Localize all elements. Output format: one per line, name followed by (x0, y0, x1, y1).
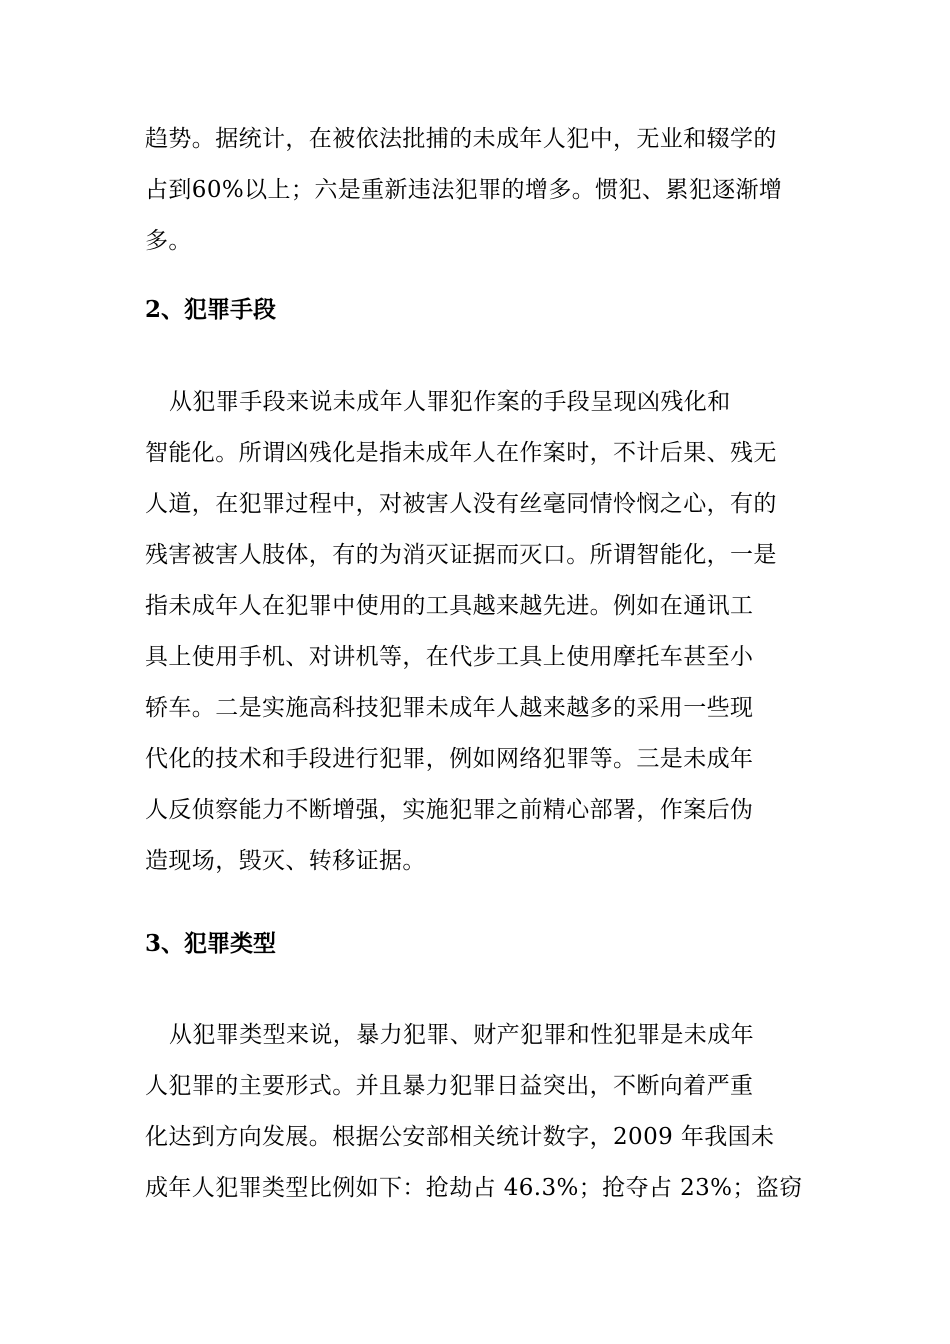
text-line: 人道，在犯罪过程中，对被害人没有丝毫同情怜悯之心，有的 (145, 491, 777, 517)
text-line: 具上使用手机、对讲机等，在代步工具上使用摩托车甚至小 (145, 644, 754, 670)
text-line: 代化的技术和手段进行犯罪，例如网络犯罪等。三是未成年 (145, 746, 754, 772)
text-line: 从犯罪类型来说，暴力犯罪、财产犯罪和性犯罪是未成年 (169, 1022, 754, 1048)
text-line: 指未成年人在犯罪中使用的工具越来越先进。例如在通讯工 (145, 593, 754, 619)
section-heading-2: 2、犯罪手段 (145, 296, 277, 323)
text-line: 从犯罪手段来说未成年人罪犯作案的手段呈现凶残化和 (169, 389, 731, 415)
text-line: 人犯罪的主要形式。并且暴力犯罪日益突出，不断向着严重 (145, 1073, 754, 1099)
text-line: 趋势。据统计，在被依法批捕的未成年人犯中，无业和辍学的 (145, 126, 777, 152)
section-heading-3: 3、犯罪类型 (145, 930, 277, 957)
text-line: 成年人犯罪类型比例如下：抢劫占 46.3%；抢夺占 23%；盗窃 (145, 1175, 803, 1201)
text-line: 残害被害人肢体，有的为消灭证据而灭口。所谓智能化，一是 (145, 542, 777, 568)
text-line: 轿车。二是实施高科技犯罪未成年人越来越多的采用一些现 (145, 695, 754, 721)
paragraph-crime-methods (145, 377, 815, 887)
text-line: 多。 (145, 228, 192, 254)
text-line: 造现场，毁灭、转移证据。 (145, 848, 426, 874)
paragraph-continuation (145, 114, 815, 267)
paragraph-crime-types (145, 1010, 815, 1214)
text-line: 占到60%以上；六是重新违法犯罪的增多。惯犯、累犯逐渐增 (145, 177, 783, 203)
text-line: 化达到方向发展。根据公安部相关统计数字，2009 年我国未 (145, 1124, 775, 1150)
text-line: 智能化。所谓凶残化是指未成年人在作案时，不计后果、残无 (145, 440, 777, 466)
text-line: 人反侦察能力不断增强，实施犯罪之前精心部署，作案后伪 (145, 797, 754, 823)
